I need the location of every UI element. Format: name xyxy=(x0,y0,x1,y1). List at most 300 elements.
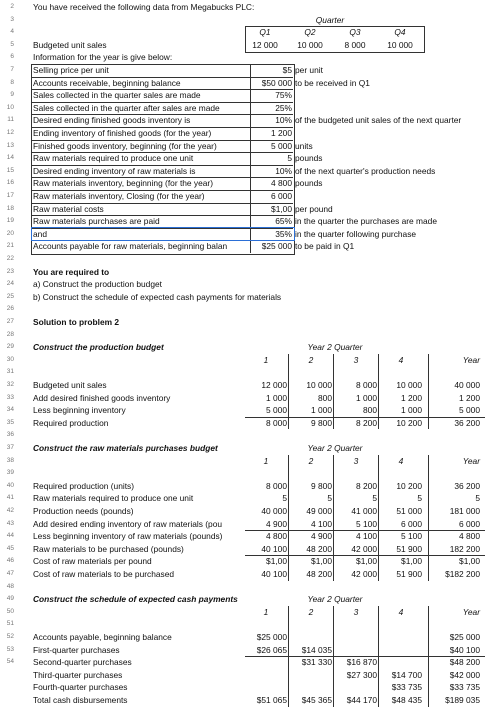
cash-value[interactable] xyxy=(380,631,422,644)
production-row-label[interactable]: Less beginning inventory xyxy=(33,405,126,416)
cash-col-header[interactable]: 3 xyxy=(353,606,359,617)
info-note[interactable]: to be received in Q1 xyxy=(295,77,370,88)
sheet-row xyxy=(0,278,488,291)
raw-value[interactable]: 49 000 xyxy=(306,506,332,516)
info-value[interactable]: 65% xyxy=(275,216,292,227)
cash-value[interactable] xyxy=(335,631,377,644)
production-value[interactable]: 1 000 xyxy=(266,392,287,403)
raw-col-header[interactable]: 2 xyxy=(308,455,314,466)
sheet-row xyxy=(0,543,488,556)
raw-col-header[interactable]: 3 xyxy=(353,455,359,466)
info-value[interactable]: $25 000 xyxy=(261,241,292,252)
production-col-line xyxy=(428,354,429,430)
sheet-row xyxy=(0,581,488,594)
info-label[interactable]: Sales collected in the quarter sales are made xyxy=(33,90,201,101)
cash-value[interactable]: $14 035 xyxy=(301,644,332,655)
raw-row-label[interactable]: Add desired ending inventory of raw materials (pou xyxy=(33,518,223,529)
info-value[interactable]: 35% xyxy=(275,228,292,239)
row-number[interactable]: 23 xyxy=(6,267,14,275)
production-value[interactable]: 36 200 xyxy=(454,417,480,428)
cash-row-label[interactable]: Third-quarter purchases xyxy=(33,669,123,680)
row-number[interactable]: 38 xyxy=(6,456,14,464)
raw-value[interactable]: 4 800 xyxy=(459,531,480,542)
quarter-header[interactable]: Q2 xyxy=(304,27,316,38)
info-note[interactable] xyxy=(295,127,488,140)
raw-value[interactable]: 4 100 xyxy=(311,518,332,529)
info-note[interactable]: per pound xyxy=(295,203,333,214)
raw-value[interactable]: 9 800 xyxy=(311,480,332,491)
row-number[interactable]: 52 xyxy=(6,633,14,640)
info-label[interactable]: Ending inventory of finished goods (for the year) xyxy=(33,128,212,138)
sheet-row xyxy=(0,392,488,405)
info-note[interactable]: of the budgeted unit sales of the next quarter xyxy=(295,115,462,126)
raw-value[interactable]: $182 200 xyxy=(445,569,480,579)
row-number[interactable]: 31 xyxy=(6,368,14,376)
cash-value[interactable]: $40 100 xyxy=(449,644,480,655)
sheet-row xyxy=(0,530,488,543)
raw-total-line xyxy=(245,555,485,556)
budgeted-sales-value[interactable]: 10 000 xyxy=(297,39,323,50)
info-label[interactable]: Accounts receivable, beginning balance xyxy=(33,77,181,88)
intro-text[interactable]: You have received the following data from Megabucks PLC: xyxy=(33,2,255,12)
row-number[interactable]: 8 xyxy=(10,78,14,86)
budgeted-sales-value[interactable]: 10 000 xyxy=(387,39,413,50)
production-value[interactable]: 5 000 xyxy=(459,405,480,416)
row-number[interactable]: 11 xyxy=(7,116,14,124)
cash-title[interactable]: Construct the schedule of expected cash payments xyxy=(33,594,238,605)
info-label[interactable]: Raw materials required to produce one unit xyxy=(33,153,194,164)
raw-value[interactable]: 48 200 xyxy=(306,569,332,579)
production-col-header[interactable]: 1 xyxy=(263,354,269,365)
info-row-line xyxy=(31,114,293,115)
row-number[interactable]: 45 xyxy=(6,544,14,552)
sheet-row xyxy=(0,316,488,329)
info-note[interactable] xyxy=(295,89,488,102)
row-number[interactable]: 53 xyxy=(6,645,14,653)
row-number[interactable]: 43 xyxy=(6,519,14,527)
raw-value[interactable]: 8 000 xyxy=(266,480,287,491)
raw-col-line xyxy=(333,455,334,581)
production-value[interactable]: 800 xyxy=(363,405,377,416)
row-number[interactable]: 14 xyxy=(6,154,14,162)
cash-value[interactable] xyxy=(245,681,287,694)
info-note[interactable]: in the quarter following purchase xyxy=(295,228,417,239)
raw-value[interactable]: 4 900 xyxy=(311,531,332,542)
production-col-header[interactable]: 3 xyxy=(353,354,359,365)
quarter-header[interactable]: Q1 xyxy=(259,27,271,38)
sheet-row xyxy=(0,593,488,606)
row-number[interactable]: 33 xyxy=(6,393,14,401)
sheet-row xyxy=(0,429,488,442)
raw-year-label[interactable]: Year 2 Quarter xyxy=(307,443,363,453)
cash-value[interactable]: $27 300 xyxy=(346,669,377,680)
sheet-row xyxy=(0,555,488,568)
cash-value[interactable]: $31 330 xyxy=(301,657,332,668)
production-col-line xyxy=(288,354,289,430)
raw-value[interactable]: 36 200 xyxy=(454,480,480,491)
info-label[interactable]: and xyxy=(33,228,47,239)
sheet-row xyxy=(0,656,488,669)
row-number[interactable]: 24 xyxy=(6,280,14,288)
info-value[interactable]: 25% xyxy=(275,102,292,113)
raw-col-line xyxy=(288,455,289,581)
info-note[interactable]: units xyxy=(295,140,313,151)
raw-value[interactable]: 41 000 xyxy=(351,506,377,516)
cash-value[interactable]: $45 365 xyxy=(301,695,332,705)
sheet-row xyxy=(0,606,488,619)
raw-value[interactable]: 5 xyxy=(327,493,332,504)
raw-value[interactable]: 6 000 xyxy=(459,518,480,529)
cash-value[interactable]: $33 735 xyxy=(449,682,480,693)
raw-value[interactable]: $1,00 xyxy=(311,556,332,567)
info-note[interactable]: of the next quarter's production needs xyxy=(295,165,436,176)
row-number[interactable]: 13 xyxy=(6,141,14,149)
selection-highlight[interactable] xyxy=(31,227,295,242)
raw-value[interactable]: 42 000 xyxy=(351,569,377,579)
row-number[interactable]: 36 xyxy=(6,431,14,439)
production-total-line xyxy=(245,417,485,418)
cash-row-label[interactable]: Fourth-quarter purchases xyxy=(33,682,128,693)
raw-value[interactable]: 182 200 xyxy=(449,543,480,554)
sheet-row xyxy=(0,669,488,682)
row-number[interactable]: 10 xyxy=(6,103,14,111)
cash-value[interactable]: $48 435 xyxy=(391,695,422,705)
raw-value[interactable]: 48 200 xyxy=(306,543,332,554)
row-number[interactable]: 44 xyxy=(6,532,14,540)
cash-value[interactable] xyxy=(245,656,287,669)
raw-value[interactable]: 4 100 xyxy=(356,531,377,542)
row-number[interactable]: 19 xyxy=(6,217,14,225)
raw-value[interactable]: 40 000 xyxy=(261,506,287,516)
row-number[interactable]: 48 xyxy=(6,582,14,590)
row-number[interactable]: 28 xyxy=(6,330,14,338)
production-value[interactable]: 40 000 xyxy=(454,380,480,390)
raw-value[interactable]: 5 xyxy=(475,493,480,504)
sheet-row xyxy=(0,618,488,631)
sheet-row xyxy=(0,467,488,480)
sheet-row xyxy=(0,568,488,581)
production-value[interactable]: 1 000 xyxy=(311,405,332,416)
info-note[interactable]: pounds xyxy=(295,178,323,189)
sheet-row xyxy=(0,329,488,342)
cash-value[interactable]: $44 170 xyxy=(346,695,377,705)
quarter-header[interactable]: Q4 xyxy=(394,27,406,38)
production-value[interactable]: 1 000 xyxy=(401,405,422,416)
info-value[interactable]: 1 200 xyxy=(271,128,292,138)
cash-year-label[interactable]: Year 2 Quarter xyxy=(307,594,363,605)
info-value[interactable]: 10% xyxy=(275,115,292,126)
info-value[interactable]: $1,00 xyxy=(271,203,292,214)
cash-col-header[interactable]: Year xyxy=(462,606,480,617)
info-note[interactable] xyxy=(295,102,488,115)
row-number[interactable]: 47 xyxy=(6,570,14,577)
row-number[interactable]: 42 xyxy=(6,507,14,514)
raw-value[interactable]: 5 100 xyxy=(356,518,377,529)
raw-value[interactable]: 181 000 xyxy=(449,506,480,516)
quarter-label[interactable]: Quarter xyxy=(315,14,345,25)
sheet-row xyxy=(0,518,488,531)
row-number[interactable]: 5 xyxy=(10,40,14,48)
production-value[interactable]: 10 000 xyxy=(396,380,422,390)
row-number[interactable]: 21 xyxy=(6,242,14,250)
row-number[interactable]: 50 xyxy=(6,607,14,615)
cash-value[interactable]: $25 000 xyxy=(449,632,480,642)
cash-value[interactable] xyxy=(380,644,422,657)
production-row-label[interactable]: Add desired finished goods inventory xyxy=(33,392,171,403)
production-value[interactable]: 10 000 xyxy=(306,380,332,390)
raw-row-label[interactable]: Required production (units) xyxy=(33,480,135,491)
sheet-row xyxy=(0,631,488,644)
raw-row-label[interactable]: Raw materials to be purchased (pounds) xyxy=(33,543,184,554)
cash-col-header[interactable]: 4 xyxy=(398,606,404,617)
row-number[interactable] xyxy=(0,669,14,682)
sheet-row xyxy=(0,266,488,279)
info-note[interactable]: per unit xyxy=(295,65,323,75)
cash-row-label[interactable]: First-quarter purchases xyxy=(33,644,120,655)
info-label[interactable]: Raw materials inventory, Closing (for the year) xyxy=(33,191,205,201)
cash-value[interactable]: $42 000 xyxy=(449,669,480,680)
raw-row-label[interactable]: Production needs (pounds) xyxy=(33,506,134,516)
info-row-line xyxy=(31,177,293,178)
info-label[interactable]: Finished goods inventory, beginning (for the year) xyxy=(33,140,217,151)
row-number[interactable]: 17 xyxy=(6,192,14,199)
raw-col-line xyxy=(428,455,429,581)
production-title[interactable]: Construct the production budget xyxy=(33,342,164,353)
info-divider xyxy=(250,64,251,253)
sheet-row xyxy=(0,404,488,417)
cash-value[interactable]: $48 200 xyxy=(449,657,480,668)
row-number[interactable]: 40 xyxy=(6,481,14,489)
sheet-row xyxy=(0,291,488,304)
row-number[interactable]: 20 xyxy=(6,229,14,237)
row-number[interactable]: 6 xyxy=(10,53,14,61)
info-value[interactable]: 5 xyxy=(287,153,292,164)
info-row-line xyxy=(31,89,293,90)
sheet-row xyxy=(0,694,488,707)
sheet-row xyxy=(0,455,488,468)
row-number[interactable]: 35 xyxy=(6,418,14,426)
info-note[interactable]: in the quarter the purchases are made xyxy=(295,216,437,227)
raw-value[interactable]: 51 900 xyxy=(396,543,422,554)
required-header[interactable]: You are required to xyxy=(33,266,110,277)
cash-row-label[interactable]: Second-quarter purchases xyxy=(33,657,132,668)
raw-title[interactable]: Construct the raw materials purchases budget xyxy=(33,443,218,453)
sheet-row xyxy=(0,1,488,14)
row-number[interactable]: 37 xyxy=(6,444,14,451)
row-number[interactable]: 29 xyxy=(6,343,14,351)
row-number[interactable]: 3 xyxy=(10,15,14,23)
row-number[interactable]: 16 xyxy=(6,179,14,187)
raw-value[interactable]: 5 xyxy=(417,493,422,504)
raw-value[interactable]: $1,00 xyxy=(266,556,287,567)
sheet-row xyxy=(0,505,488,518)
info-note[interactable]: pounds xyxy=(295,153,323,164)
info-value[interactable]: $50 000 xyxy=(261,77,292,88)
cash-value[interactable]: $189 035 xyxy=(445,695,480,705)
production-value[interactable]: 800 xyxy=(318,392,332,403)
info-value[interactable]: $5 xyxy=(282,65,292,75)
row-number[interactable]: 25 xyxy=(6,292,14,300)
raw-value[interactable]: 5 100 xyxy=(401,531,422,542)
info-row-line xyxy=(31,140,293,141)
info-value[interactable]: 5 000 xyxy=(271,140,292,151)
row-number[interactable]: 39 xyxy=(6,469,14,477)
production-col-line xyxy=(378,354,379,430)
production-value[interactable]: 1 200 xyxy=(401,392,422,403)
row-number[interactable]: 12 xyxy=(6,129,14,136)
cash-value[interactable] xyxy=(245,669,287,682)
raw-value[interactable]: 5 xyxy=(372,493,377,504)
raw-col-line xyxy=(378,455,379,581)
cash-col-header[interactable]: 2 xyxy=(308,606,314,617)
solution-header[interactable]: Solution to problem 2 xyxy=(33,317,120,327)
sheet-row xyxy=(0,492,488,505)
cash-row-label[interactable]: Total cash disbursements xyxy=(33,695,128,705)
raw-value[interactable]: 10 200 xyxy=(396,480,422,491)
production-value[interactable]: 8 000 xyxy=(356,380,377,390)
production-year-label[interactable]: Year 2 Quarter xyxy=(307,342,363,353)
row-number[interactable]: 2 xyxy=(10,3,14,10)
row-number[interactable] xyxy=(0,694,14,707)
cash-value[interactable] xyxy=(290,631,332,644)
production-row-label[interactable]: Budgeted unit sales xyxy=(33,380,107,390)
row-number[interactable]: 4 xyxy=(10,28,14,36)
production-col-header[interactable]: Year xyxy=(462,354,480,365)
row-number[interactable]: 9 xyxy=(10,91,14,99)
row-number[interactable]: 51 xyxy=(6,620,14,628)
budgeted-sales-label[interactable]: Budgeted unit sales xyxy=(33,39,107,50)
cash-row-label[interactable]: Accounts payable, beginning balance xyxy=(33,632,172,642)
quarter-header[interactable]: Q3 xyxy=(349,27,361,38)
row-number[interactable]: 15 xyxy=(6,166,14,174)
budgeted-sales-value[interactable]: 12 000 xyxy=(252,39,278,50)
production-value[interactable]: 8 000 xyxy=(266,417,287,428)
production-col-header[interactable]: 2 xyxy=(308,354,314,365)
raw-value[interactable]: $1,00 xyxy=(401,556,422,567)
info-label[interactable]: Raw material costs xyxy=(33,203,104,214)
cash-value[interactable] xyxy=(335,681,377,694)
row-number[interactable]: 32 xyxy=(6,381,14,388)
info-note[interactable]: to be paid in Q1 xyxy=(295,241,355,252)
sheet-row xyxy=(0,303,488,316)
row-number[interactable]: 49 xyxy=(6,595,14,603)
info-label[interactable]: Raw materials purchases are paid xyxy=(33,216,160,227)
cash-total-line xyxy=(245,656,485,657)
info-value[interactable]: 6 000 xyxy=(271,191,292,201)
row-number[interactable]: 22 xyxy=(6,255,14,262)
production-row-label[interactable]: Required production xyxy=(33,417,109,428)
info-row-line xyxy=(31,215,293,216)
row-number[interactable]: 41 xyxy=(6,494,14,502)
info-label[interactable]: Accounts payable for raw materials, beginning balan xyxy=(33,241,228,252)
raw-col-header[interactable]: 4 xyxy=(398,455,404,466)
info-note[interactable] xyxy=(295,190,488,203)
production-value[interactable]: 1 000 xyxy=(356,392,377,403)
sheet-row xyxy=(0,681,488,694)
info-value[interactable]: 75% xyxy=(275,90,292,101)
cash-value[interactable]: $51 065 xyxy=(256,695,287,705)
production-value[interactable]: 5 000 xyxy=(266,405,287,416)
info-label[interactable]: Sales collected in the quarter after sales are made xyxy=(33,102,220,113)
sheet-row xyxy=(0,341,488,354)
raw-row-label[interactable]: Cost of raw materials per pound xyxy=(33,556,152,567)
cash-value[interactable] xyxy=(380,656,422,669)
row-number[interactable]: 27 xyxy=(6,318,14,325)
info-label[interactable]: Selling price per unit xyxy=(33,65,109,75)
production-value[interactable]: 12 000 xyxy=(261,380,287,390)
info-label[interactable]: Desired ending inventory of raw materials is xyxy=(33,165,196,176)
cash-value[interactable]: $26 065 xyxy=(256,644,287,655)
raw-col-header[interactable]: 1 xyxy=(263,455,269,466)
raw-value[interactable]: 5 xyxy=(282,493,287,504)
raw-value[interactable]: 40 100 xyxy=(261,543,287,554)
raw-value[interactable]: 51 000 xyxy=(396,506,422,516)
info-header[interactable]: Information for the year is give below: xyxy=(33,52,173,63)
raw-value[interactable]: 8 200 xyxy=(356,480,377,491)
raw-value[interactable]: 4 800 xyxy=(266,531,287,542)
production-value[interactable]: 10 200 xyxy=(396,417,422,428)
production-value[interactable]: 1 200 xyxy=(459,392,480,403)
raw-col-header[interactable]: Year xyxy=(462,455,480,466)
raw-value[interactable]: 6 000 xyxy=(401,518,422,529)
cash-value[interactable]: $16 870 xyxy=(346,657,377,668)
info-value[interactable]: 4 800 xyxy=(271,178,292,189)
cash-value[interactable]: $25 000 xyxy=(256,632,287,642)
info-label[interactable]: Raw materials inventory, beginning (for the year) xyxy=(33,178,213,189)
cash-col-header[interactable]: 1 xyxy=(263,606,269,617)
row-number[interactable]: 46 xyxy=(6,557,14,565)
raw-value[interactable]: 42 000 xyxy=(351,543,377,554)
row-number[interactable]: 34 xyxy=(6,406,14,414)
info-row-line xyxy=(31,152,293,153)
required-item[interactable]: b) Construct the schedule of expected cash payments for materials xyxy=(33,291,282,302)
sheet-row xyxy=(0,417,488,430)
raw-value[interactable]: $1,00 xyxy=(356,556,377,567)
raw-row-label[interactable]: Cost of raw materials to be purchased xyxy=(33,569,175,579)
row-number[interactable]: 54 xyxy=(6,658,14,666)
info-label[interactable]: Desired ending finished goods inventory is xyxy=(33,115,191,126)
row-number[interactable] xyxy=(0,681,14,694)
cash-value[interactable]: $14 700 xyxy=(391,669,422,680)
row-number[interactable]: 18 xyxy=(6,204,14,212)
raw-value[interactable]: 4 900 xyxy=(266,518,287,529)
info-row-line xyxy=(31,165,293,166)
info-row-line xyxy=(31,127,293,128)
row-number[interactable]: 7 xyxy=(10,66,14,73)
cash-value[interactable] xyxy=(290,669,332,682)
raw-value[interactable]: $1,00 xyxy=(459,556,480,567)
cash-value[interactable]: $33 735 xyxy=(391,682,422,693)
budgeted-sales-value[interactable]: 8 000 xyxy=(344,39,366,50)
row-number[interactable]: 26 xyxy=(6,305,14,313)
required-item[interactable]: a) Construct the production budget xyxy=(33,279,162,290)
sheet-row xyxy=(0,442,488,455)
cash-value[interactable] xyxy=(290,681,332,694)
production-col-line xyxy=(333,354,334,430)
row-number[interactable]: 30 xyxy=(6,355,14,363)
quarter-table-border xyxy=(245,26,425,53)
cash-value[interactable] xyxy=(335,644,377,657)
raw-row-label[interactable]: Raw materials required to produce one unit xyxy=(33,493,194,504)
production-col-header[interactable]: 4 xyxy=(398,354,404,365)
production-value[interactable]: 9 800 xyxy=(311,417,332,428)
raw-row-label[interactable]: Less beginning inventory of raw materials (pounds) xyxy=(33,531,223,542)
raw-value[interactable]: 40 100 xyxy=(261,569,287,579)
info-value[interactable]: 10% xyxy=(275,165,292,176)
raw-value[interactable]: 51 900 xyxy=(396,569,422,579)
production-value[interactable]: 8 200 xyxy=(356,417,377,428)
sheet-row xyxy=(0,253,488,266)
